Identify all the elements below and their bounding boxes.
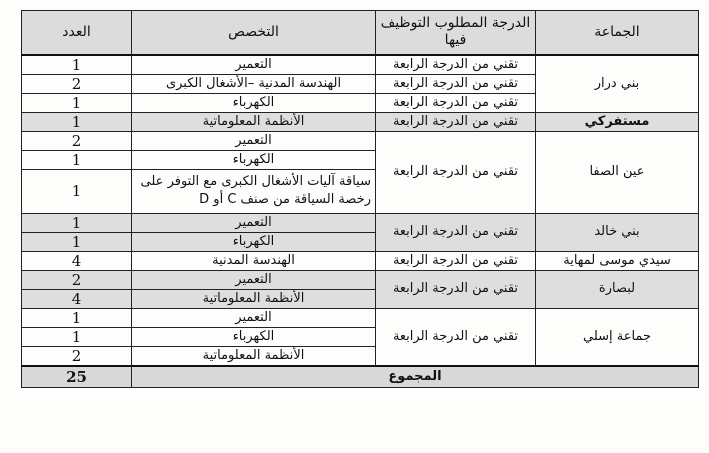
count-cell: 1 [22, 308, 132, 327]
count-cell: 1 [22, 93, 132, 112]
header-commune: الجماعة [536, 11, 699, 55]
specialty-cell: الهندسة المدنية –الأشغال الكبرى [132, 74, 376, 93]
grade-cell: تقني من الدرجة الرابعة [376, 55, 536, 75]
specialty-cell: الأنظمة المعلوماتية [132, 346, 376, 366]
specialty-cell: التعمير [132, 308, 376, 327]
grade-cell: تقني من الدرجة الرابعة [376, 213, 536, 251]
header-count: العدد [22, 11, 132, 55]
grade-cell: تقني من الدرجة الرابعة [376, 308, 536, 366]
grade-cell: تقني من الدرجة الرابعة [376, 251, 536, 270]
recruitment-table [21, 10, 699, 388]
grade-cell: تقني من الدرجة الرابعة [376, 270, 536, 308]
table-row [22, 270, 699, 289]
table-row [22, 55, 699, 75]
specialty-cell: الهندسة المدنية [132, 251, 376, 270]
count-cell: 2 [22, 131, 132, 150]
count-cell: 4 [22, 289, 132, 308]
specialty-cell: الأنظمة المعلوماتية [132, 112, 376, 131]
table-header-row [22, 11, 699, 55]
count-cell: 2 [22, 346, 132, 366]
commune-cell: جماعة إسلي [536, 308, 699, 366]
header-grade: الدرجة المطلوب التوظيف فيها [376, 11, 536, 55]
specialty-cell: الأنظمة المعلوماتية [132, 289, 376, 308]
grade-cell: تقني من الدرجة الرابعة [376, 93, 536, 112]
total-label: المجموع [132, 366, 699, 388]
count-cell: 1 [22, 112, 132, 131]
specialty-cell: الكهرباء [132, 232, 376, 251]
specialty-cell: التعمير [132, 131, 376, 150]
commune-cell: مستفركي [536, 112, 699, 131]
commune-cell: بني درار [536, 55, 699, 113]
grade-cell: تقني من الدرجة الرابعة [376, 74, 536, 93]
specialty-cell: الكهرباء [132, 327, 376, 346]
specialty-cell: التعمير [132, 213, 376, 232]
count-cell: 1 [22, 55, 132, 75]
specialty-cell: سياقة آليات الأشغال الكبرى مع التوفر على رخصة السياقة من صنف C أو D [132, 169, 376, 213]
table-row [22, 251, 699, 270]
specialty-cell: الكهرباء [132, 93, 376, 112]
header-specialty: التخصص [132, 11, 376, 55]
commune-cell: بني خالد [536, 213, 699, 251]
specialty-cell: التعمير [132, 270, 376, 289]
table-row [22, 308, 699, 327]
commune-cell: سيدي موسى لمهاية [536, 251, 699, 270]
count-cell: 2 [22, 270, 132, 289]
count-cell: 2 [22, 74, 132, 93]
table-row [22, 213, 699, 232]
commune-cell: لبصارة [536, 270, 699, 308]
grade-cell: تقني من الدرجة الرابعة [376, 131, 536, 213]
count-cell: 1 [22, 232, 132, 251]
total-value: 25 [22, 366, 132, 388]
count-cell: 1 [22, 150, 132, 169]
table-row [22, 131, 699, 150]
grade-cell: تقني من الدرجة الرابعة [376, 112, 536, 131]
specialty-cell: التعمير [132, 55, 376, 75]
count-cell: 4 [22, 251, 132, 270]
commune-cell: عين الصفا [536, 131, 699, 213]
count-cell: 1 [22, 327, 132, 346]
specialty-cell: الكهرباء [132, 150, 376, 169]
count-cell: 1 [22, 213, 132, 232]
count-cell: 1 [22, 169, 132, 213]
total-row [22, 366, 699, 388]
table-row [22, 112, 699, 131]
